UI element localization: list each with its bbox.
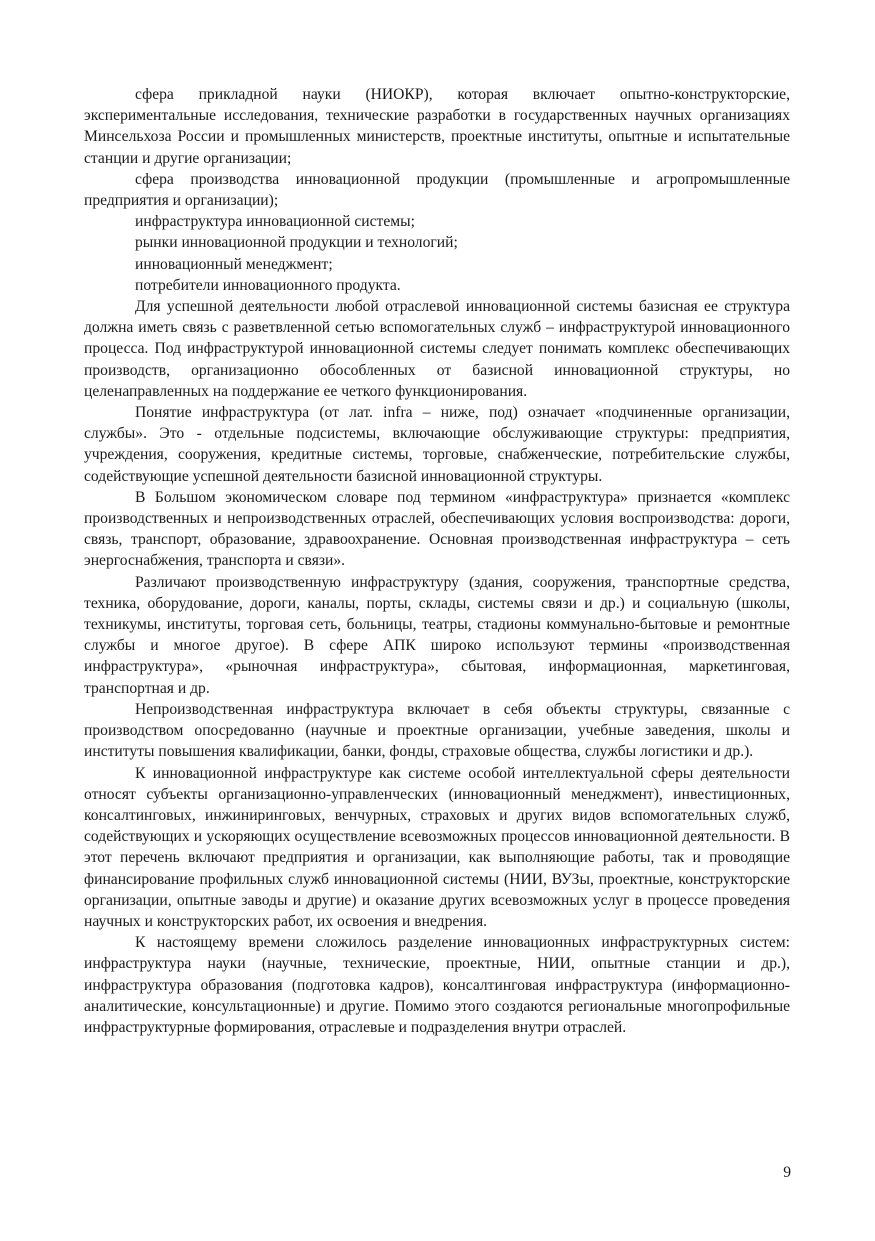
body-text	[84, 84, 790, 1038]
list-item-management: инновационный менеджмент;	[135, 255, 333, 273]
paragraph-successful-activity: Для успешной деятельности любой отраслевой инновационной системы базисная ее структура должна иметь связь с разветвленной сетью вспомогательных служб – инфраструктурой инновационного процесса. Под инфраструктурой инновационной системы следует понимать комплекс обеспечивающих производств, организационно обособленных от базисной инновационной структуры, но целенаправленных на поддержание ее четкого функционирования.	[84, 298, 790, 400]
page-number: 9	[783, 1164, 791, 1181]
list-item-markets: рынки инновационной продукции и технологий;	[135, 234, 458, 252]
paragraph-applied-science: сфера прикладной науки (НИОКР), которая включает опытно-конструкторские, экспериментальные исследования, технические разработки в государственных научных организациях Минсельхоза России и промышленных министерств, проектные институты, опытные и испытательные станции и другие организации;	[84, 86, 790, 167]
paragraph-production-sphere: сфера производства инновационной продукции (промышленные и агропромышленные предприятия и организации);	[84, 170, 790, 210]
list-item-consumers: потребители инновационного продукта.	[135, 276, 401, 294]
paragraph-economic-dictionary: В Большом экономическом словаре под термином «инфраструктура» признается «комплекс производственных и непроизводственных отраслей, обеспечивающих условия воспроизводства: дороги, связь, транспорт, образование, здравоохранение. Основная производственная инфраструктура – сеть энергоснабжения, транспорта и связи».	[84, 488, 790, 570]
paragraph-infrastructure-concept: Понятие инфраструктура (от лат. infra – ниже, под) означает «подчиненные организации, службы». Это - отдельные подсистемы, включающие обслуживающие структуры: предприятия, учреждения, сооружения, кредитные системы, торговые, снабженческие, потребительские службы, содействующие успешной деятельности базисной инновационной структуры.	[84, 404, 790, 485]
list-item-infrastructure: инфраструктура инновационной системы;	[135, 213, 415, 231]
paragraph-nonproduction-infrastructure: Непроизводственная инфраструктура включает в себя объекты структуры, связанные с производством опосредованно (научные и проектные организации, учебные заведения, школы и институты повышения квалификации, банки, фонды, страховые общества, службы логистики и др.).	[84, 700, 790, 761]
paragraph-production-infrastructure: Различают производственную инфраструктуру (здания, сооружения, транспортные средства, техника, оборудование, дороги, каналы, порты, склады, системы связи и др.) и социальную (школы, техникумы, институты, торговая сеть, больницы, театры, стадионы коммунально-бытовые и ремонтные службы и многое другое). В сфере АПК широко используют термины «производственная инфраструктура», «рыночная инфраструктура», сбытовая, информационная, маркетинговая, транспортная и др.	[84, 573, 790, 697]
paragraph-infrastructure-systems: К настоящему времени сложилось разделение инновационных инфраструктурных систем: инфраструктура науки (научные, технические, проектные, НИИ, опытные станции и др.), инфраструктура образования (подготовка кадров), консалтинговая инфраструктура (информационно-аналитические, консультационные) и другие. Помимо этого создаются региональные многопрофильные инфраструктурные формирования, отраслевые и подразделения внутри отраслей.	[84, 934, 790, 1036]
paragraph-innovation-infrastructure: К инновационной инфраструктуре как системе особой интеллектуальной сферы деятельности относят субъекты организационно-управленческих (инновационный менеджмент), инвестиционных, консалтинговых, инжиниринговых, венчурных, страховых и других видов вспомогательных служб, содействующих и ускоряющих осуществление всевозможных процессов инновационной деятельности. В этот перечень включают предприятия и организации, как выполняющие работы, так и проводящие финансирование профильных служб инновационной системы (НИИ, ВУЗы, проектные, конструкторские организации, опытные заводы и другие) и оказание других всевозможных услуг в процессе проведения научных и конструкторских работ, их освоения и внедрения.	[84, 764, 790, 930]
